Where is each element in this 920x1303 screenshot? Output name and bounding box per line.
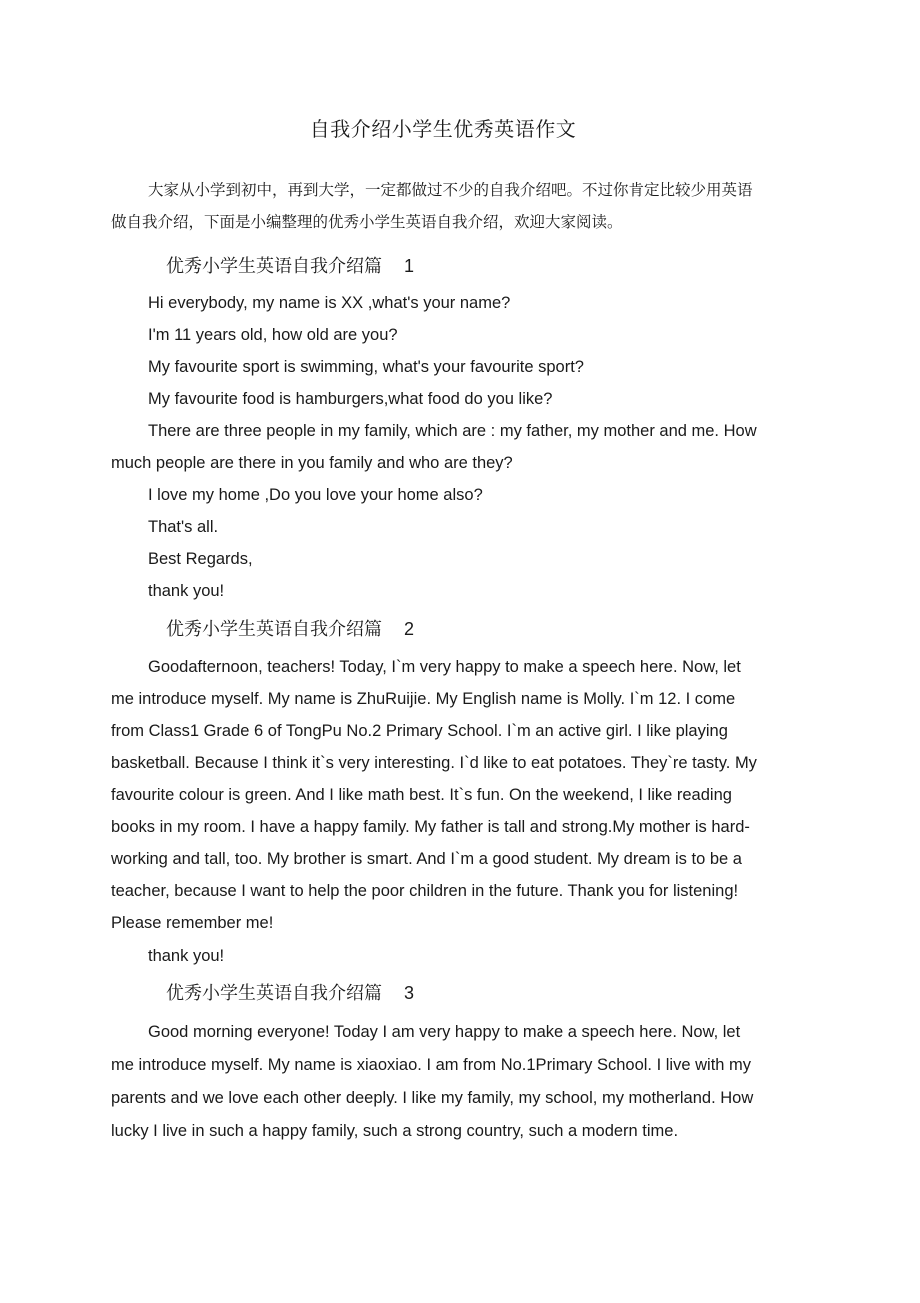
paragraph-text: Goodafternoon, teachers! Today, I`m very happy to make a speech here. Now, let me introduce myself. My name is ZhuRuijie. My English name is Molly. I`m 12. I come from Class1 Grade 6 of TongPu No.2 Primary School. I`m an active girl. I like playing basketball. Because I think it`s very interesting. I`d like to eat potatoes. They`re tasty. My favourite colour is green. And I like math best. It`s fun. On the weekend, I like reading books in my room. I have a happy family. My father is tall and strong.My mother is hard-working and tall, too. My brother is smart. And I`m a good student. My dream is to be a teacher, because I want to help the poor children in the future. Thank you for listening! Please remember me! — [111, 658, 757, 932]
intro-paragraph — [111, 174, 761, 238]
section-number: 1 — [404, 256, 415, 276]
intro-text: 大家从小学到初中，再到大学，一定都做过不少的自我介绍吧。不过你肯定比较少用英语做自我介绍，下面是小编整理的优秀小学生英语自我介绍，欢迎大家阅读。 — [111, 181, 753, 231]
document-title: 自我介绍小学生优秀英语作文 — [309, 117, 577, 141]
section-number: 2 — [404, 619, 415, 639]
section-3-paragraph — [111, 1016, 761, 1148]
text-line: Hi everybody, my name is XX ,what's your name? — [148, 294, 511, 312]
section-1-heading — [166, 251, 414, 282]
text-line: That's all. — [148, 518, 219, 536]
text-line: thank you! — [148, 582, 225, 600]
section-2-paragraph — [111, 651, 761, 939]
paragraph-text: Good morning everyone! Today I am very happy to make a speech here. Now, let me introduce myself. My name is xiaoxiao. I am from No.1Primary School. I live with my parents and we love each other deeply. I like my family, my school, my motherland. How lucky I live in such a happy family, such a strong country, such a modern time. — [111, 1023, 754, 1140]
text-line: I love my home ,Do you love your home also? — [148, 486, 483, 504]
text-line: Best Regards, — [148, 550, 253, 568]
section-heading-text: 优秀小学生英语自我介绍篇 — [166, 619, 382, 640]
section-2-heading — [166, 614, 414, 645]
text-line: My favourite food is hamburgers,what food do you like? — [148, 390, 553, 408]
text-line: I'm 11 years old, how old are you? — [148, 326, 398, 344]
section-1-paragraph — [111, 415, 761, 479]
section-heading-text: 优秀小学生英语自我介绍篇 — [166, 256, 382, 277]
text-line: My favourite sport is swimming, what's your favourite sport? — [148, 358, 584, 376]
section-number: 3 — [404, 983, 415, 1003]
section-3-heading — [166, 978, 414, 1009]
text-line: thank you! — [148, 947, 225, 965]
paragraph-text: There are three people in my family, which are : my father, my mother and me. How much people are there in you family and who are they? — [111, 422, 757, 472]
section-heading-text: 优秀小学生英语自我介绍篇 — [166, 983, 382, 1004]
